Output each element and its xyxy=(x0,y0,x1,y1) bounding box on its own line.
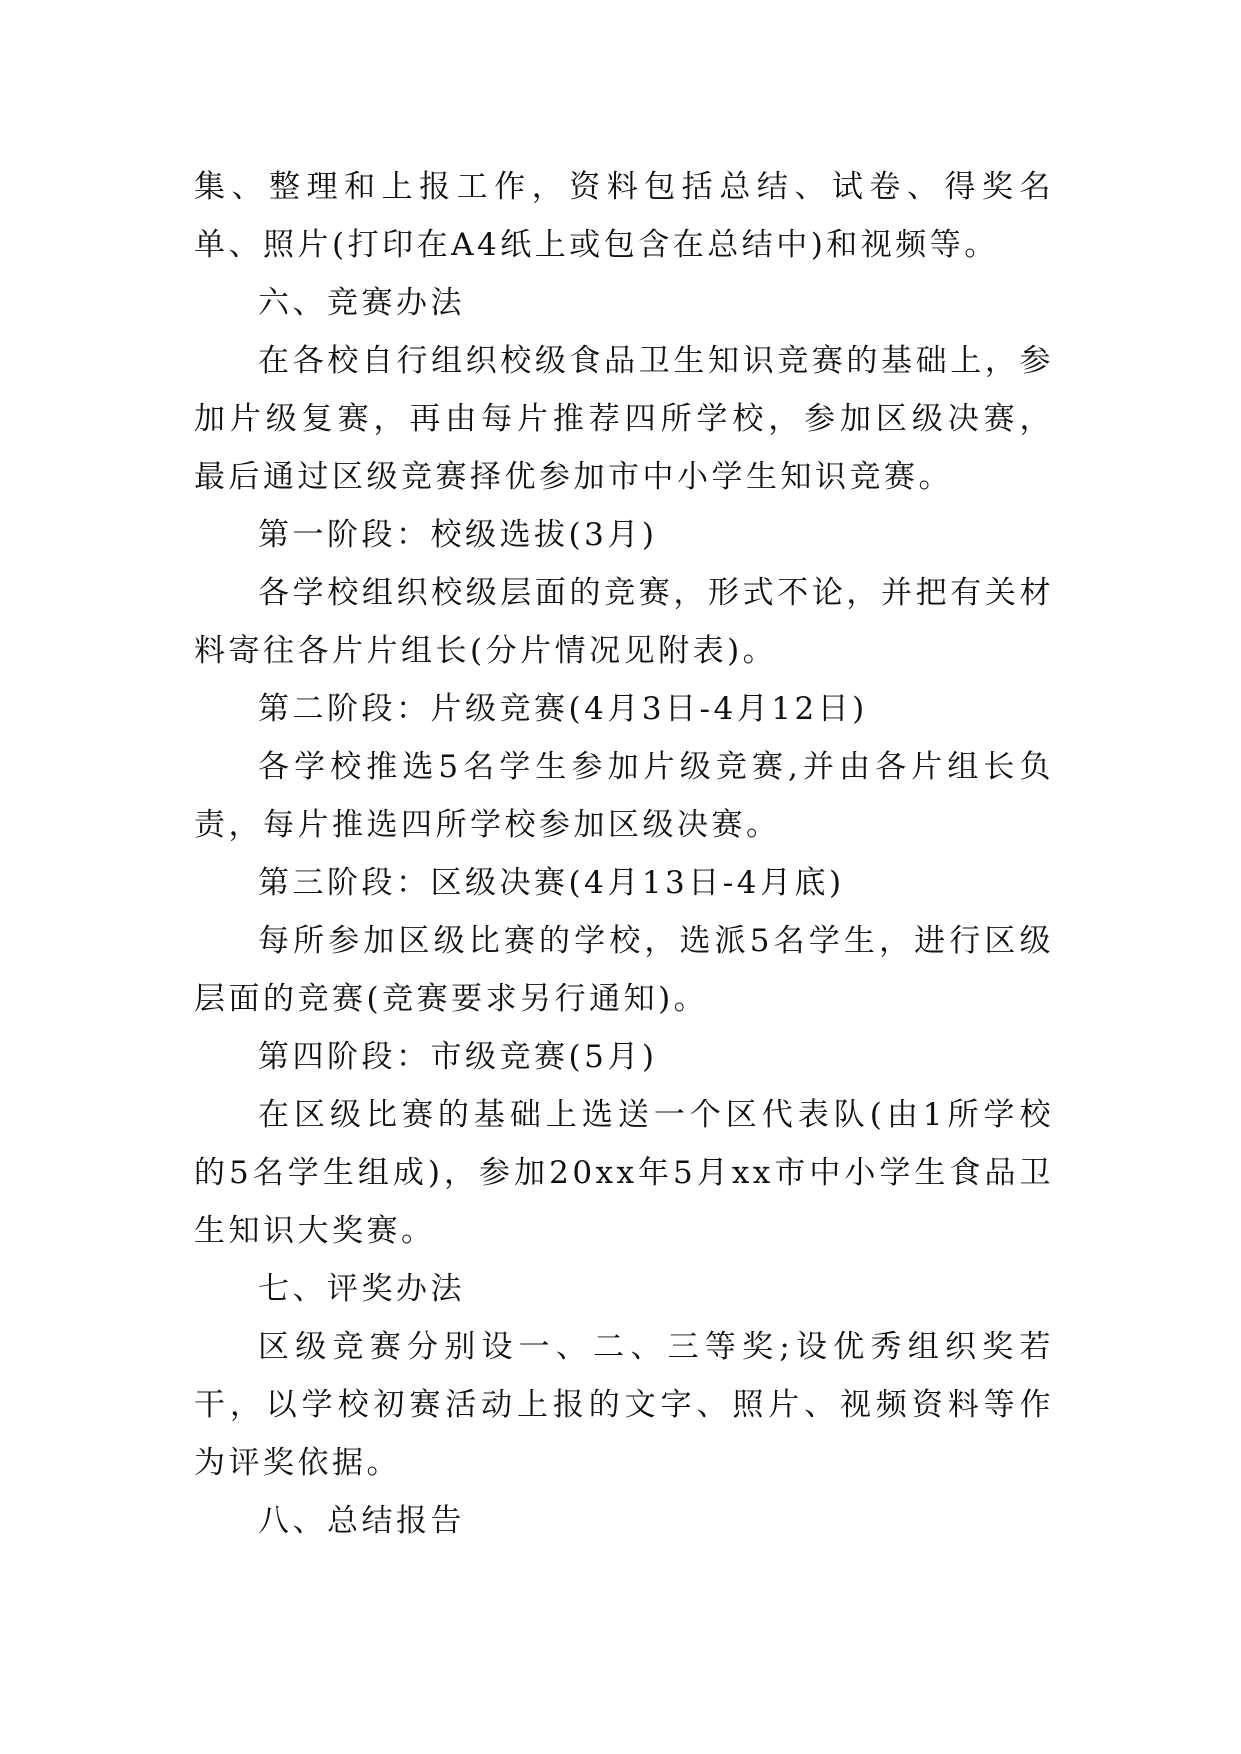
section-heading-award-method: 七、评奖办法 xyxy=(258,1271,465,1307)
document-body xyxy=(194,158,1054,1550)
stage-two-description: 各学校推选5名学生参加片级竞赛,并由各片组长负责，每片推选四所学校参加区级决赛。 xyxy=(194,749,1054,843)
stage-four-description: 在区级比赛的基础上选送一个区代表队(由1所学校的5名学生组成)，参加20xx年5月xx市中小学生食品卫生知识大奖赛。 xyxy=(194,1097,1054,1249)
paragraph-competition-overview: 在各校自行组织校级食品卫生知识竞赛的基础上，参加片级复赛，再由每片推荐四所学校，参加区级决赛，最后通过区级竞赛择优参加市中小学生知识竞赛。 xyxy=(194,343,1054,495)
paragraph-continuation: 集、整理和上报工作，资料包括总结、试卷、得奖名单、照片(打印在A4纸上或包含在总结中)和视频等。 xyxy=(194,169,1054,263)
stage-three-description: 每所参加区级比赛的学校，选派5名学生，进行区级层面的竞赛(竞赛要求另行通知)。 xyxy=(194,923,1054,1017)
stage-one-description: 各学校组织校级层面的竞赛，形式不论，并把有关材料寄往各片片组长(分片情况见附表)。 xyxy=(194,575,1054,669)
paragraph-award-description: 区级竞赛分别设一、二、三等奖;设优秀组织奖若干，以学校初赛活动上报的文字、照片、视频资料等作为评奖依据。 xyxy=(194,1329,1054,1481)
stage-two-heading: 第二阶段：片级竞赛(4月3日-4月12日) xyxy=(258,691,868,727)
stage-one-heading: 第一阶段：校级选拔(3月) xyxy=(258,517,658,553)
stage-three-heading: 第三阶段：区级决赛(4月13日-4月底) xyxy=(258,865,845,901)
section-heading-summary-report: 八、总结报告 xyxy=(258,1503,465,1539)
section-heading-competition-method: 六、竞赛办法 xyxy=(258,285,465,321)
stage-four-heading: 第四阶段：市级竞赛(5月) xyxy=(258,1039,658,1075)
